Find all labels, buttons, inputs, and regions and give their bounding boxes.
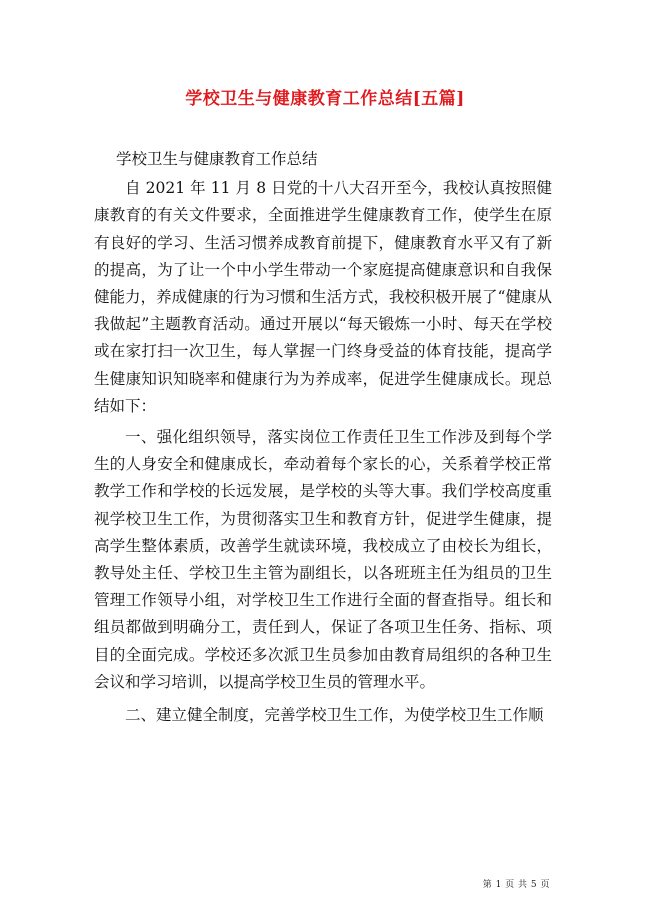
paragraph-section-2: 二、建立健全制度，完善学校卫生工作，为使学校卫生工作顺 xyxy=(125,706,544,725)
document-subtitle: 学校卫生与健康教育工作总结 xyxy=(116,150,318,168)
paragraph-intro: 自 2021 年 11 月 8 日党的十八大召开至今，我校认真按照健康教育的有关文件要求，全面推进学生健康教育工作，使学生在原有良好的学习、生活习惯养成教育前提下，健康教育水平又有了新的提高，为了让一个中小学生带动一个家庭提高健康意识和自我保健能力，养成健康的行为习惯和生活方式，我校积极开展了“健康从我做起”主题教育活动。通过开展以“每天锻炼一小时、每天在学校或在家打扫一次卫生，每人掌握一门终身受益的体育技能，提高学生健康知识知晓率和健康行为为养成率，促进学生健康成长。现总结如下： xyxy=(94,179,552,415)
document-title: 学校卫生与健康教育工作总结[五篇] xyxy=(185,89,465,109)
paragraph-section-1: 一、强化组织领导，落实岗位工作责任卫生工作涉及到每个学生的人身安全和健康成长，牵动着每个家长的心，关系着学校正常教学工作和学校的长远发展，是学校的头等大事。我们学校高度重视学校卫生工作，为贯彻落实卫生和教育方针，促进学生健康，提高学生整体素质，改善学生就读环境，我校成立了由校长为组长，教导处主任、学校卫生主管为副组长，以各班班主任为组员的卫生管理工作领导小组，对学校卫生工作进行全面的督查指导。组长和组员都做到明确分工，责任到人，保证了各项卫生任务、指标、项目的全面完成。学校还多次派卫生员参加由教育局组织的各种卫生会议和学习培训，以提高学校卫生员的管理水平。 xyxy=(94,428,552,691)
document-body xyxy=(94,146,552,733)
page-number: 第 1 页 共 5 页 xyxy=(482,880,550,890)
